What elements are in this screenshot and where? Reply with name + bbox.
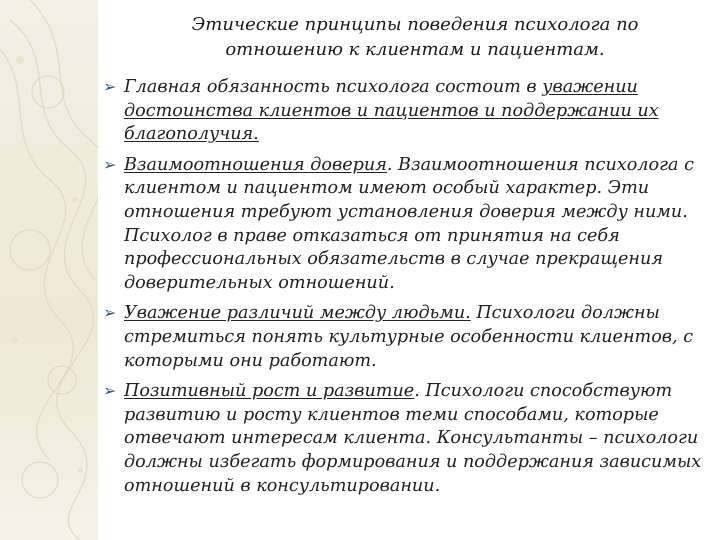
bullet-item-3 xyxy=(100,302,714,373)
item-body-text: Психологи должны стремиться понять культурные особенности клиентов, с которыми они работают. xyxy=(124,303,694,371)
item-underlined-text: уважении достоинства клиентов и пациентов и поддержании их благополучия. xyxy=(124,77,659,145)
item-heading: Уважение различий между людьми. xyxy=(124,303,471,324)
item-heading: Позитивный рост и развитие xyxy=(124,381,415,402)
item-lead-text: Главная обязанность психолога состоит в xyxy=(124,77,543,97)
arrow-right-bullet-icon: ➢ xyxy=(103,154,117,174)
slide-title: Этические принципы поведения психолога по отношению к клиентам и пациентам. xyxy=(191,14,639,60)
bullet-list xyxy=(100,76,714,505)
decorative-swirl-graphic xyxy=(0,0,98,540)
arrow-right-bullet-icon: ➢ xyxy=(103,77,117,96)
bullet-item-1 xyxy=(100,76,714,147)
item-heading: Взаимоотношения доверия xyxy=(124,154,387,175)
item-body-text: . Психологи способствуют развитию и росту клиентов теми способами, которые отвечают интересам клиента. Консультанты – психологи должны избегать формирования и поддержания зависимых отношений в консультировании. xyxy=(124,381,702,496)
decorative-left-border xyxy=(0,0,98,540)
arrow-right-bullet-icon: ➢ xyxy=(103,381,117,401)
bullet-item-2 xyxy=(100,154,714,296)
arrow-right-bullet-icon: ➢ xyxy=(103,303,117,323)
bullet-item-4 xyxy=(100,380,714,498)
item-body-text: . Взаимоотношения психолога с клиентом и пациентом имеют особый характер. Эти отношения требуют установления доверия между ними. Психолог в праве отказаться от принятия на себя профессиональных обязательств в случае прекращения доверительных отношений. xyxy=(124,154,694,293)
